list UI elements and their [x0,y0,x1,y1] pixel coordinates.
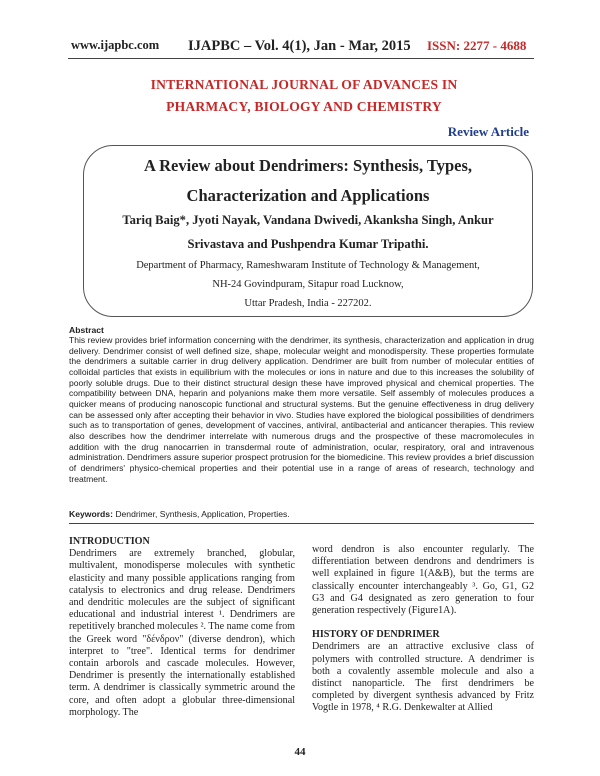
article-type: Review Article [447,124,529,139]
header-url: www.ijapbc.com [71,38,160,52]
header-journal-issue: IJAPBC – Vol. 4(1), Jan - Mar, 2015 [188,38,411,54]
affiliation-line1: Department of Pharmacy, Rameshwaram Institute of Technology & Management, [136,260,480,271]
history-heading: HISTORY OF DENDRIMER [312,629,440,641]
affiliation-line3: Uttar Pradesh, India - 227202. [244,298,372,309]
intro-heading: INTRODUCTION [69,536,150,547]
page-number: 44 [294,746,306,758]
history-text: Dendrimers are an attractive exclusive class of polymers with controlled structure. A dendrimer is both a covalently assemble molecule and also a distinct nanoparticle. The first dendrimers be completed by divergent synthesis advanced by Fritz Vogtle in 1978, ⁴ R.G. Denkewalter at Allied [312,641,534,714]
authors-line2: Srivastava and Pushpendra Kumar Tripathi. [187,237,429,251]
right-continued-text: word dendron is also encounter regularly. The differentiation between dendrons and dendrimers is well explained in figure 1(A&B), but the terms are classically encounter interchangeably ³. Go, G1, G2 G3 and G4 designated as zero generation to four generation respectively (Figure1A). [312,544,534,617]
paper-title-line1: A Review about Dendrimers: Synthesis, Types, [143,156,473,175]
affiliation-line2: NH-24 Govindpuram, Sitapur road Lucknow, [212,279,404,290]
intro-text: Dendrimers are extremely branched, globular, multivalent, monodisperse molecules with synthetic elasticity and many possible applications ranging from catalysis to electronics and drug release. Dendrimers and dendritic molecules are the subject of significant educational and industrial interest ¹. Dendrimers are repetitively branched molecules ². The name come from the Greek word "δένδρον" (diverse dendron), which interpret to "tree". Identical terms for dendrimer contain arborols and cascade molecules. However, Dendrimer is presently the internationally established term. A dendrimer is classically symmetric around the core, and often adopt a globular three-dimensional morphology. The [69,548,295,718]
right-column [312,544,534,715]
header-rule [68,58,534,59]
journal-title-line2: PHARMACY, BIOLOGY AND CHEMISTRY [166,99,442,114]
keywords-rule [69,523,534,524]
paper-title-line2: Characterization and Applications [186,186,430,205]
keywords-text: Dendrimer, Synthesis, Application, Properties. [112,509,290,519]
header-issn: ISSN: 2277 - 4688 [427,38,527,53]
keywords-label: Keywords: [69,509,113,519]
abstract-text: This review provides brief information concerning with the dendrimer, its synthesis, characterization and application in drug delivery. Dendrimer consist of well defined size, shape, molecular weight and monodispersity. These properties formulate the dendrimers a suitable carrier in drug delivery application. Dendrimer are built from number of molecular entities of colloidal particles that exists in equilibrium with the molecules or ions in nature and due to this increases the solubility of poorly soluble drugs. Due to their distinct structural design these have improved physical and chemical properties. The compatibility between DNA, heparin and polyanions make them more versatile. Self assembly of molecules produces a quicker means of producing nanoscopic functional and structural systems. But the genuine effectiveness in drug delivery can be assessed only after accepting their behavior in vivo. Studies have explored the biological possibilities of dendrimers such as to transportation of genes, development of vaccines, antiviral, antibacterial and anticancer therapies. This review also describes how the dendrimer interrelate with numerous drugs and the prospective of these macromolecules in addition with the drug nanocarrien in transdermal route of administration, ocular, respiratory, oral and intravenous administration. Dendrimers assure superior prospect protrusion for the biomedicine. This review provides a brief discussion of dendrimers' physico-chemical properties and their potential use in a range of areas of research, technology and treatment. [69,335,534,484]
abstract-heading: Abstract [69,325,104,335]
authors-line1: Tariq Baig*, Jyoti Nayak, Vandana Dwivedi, Akanksha Singh, Ankur [122,213,494,227]
keywords [69,509,290,519]
journal-title-line1: INTERNATIONAL JOURNAL OF ADVANCES IN [150,77,458,92]
left-column [69,536,295,719]
